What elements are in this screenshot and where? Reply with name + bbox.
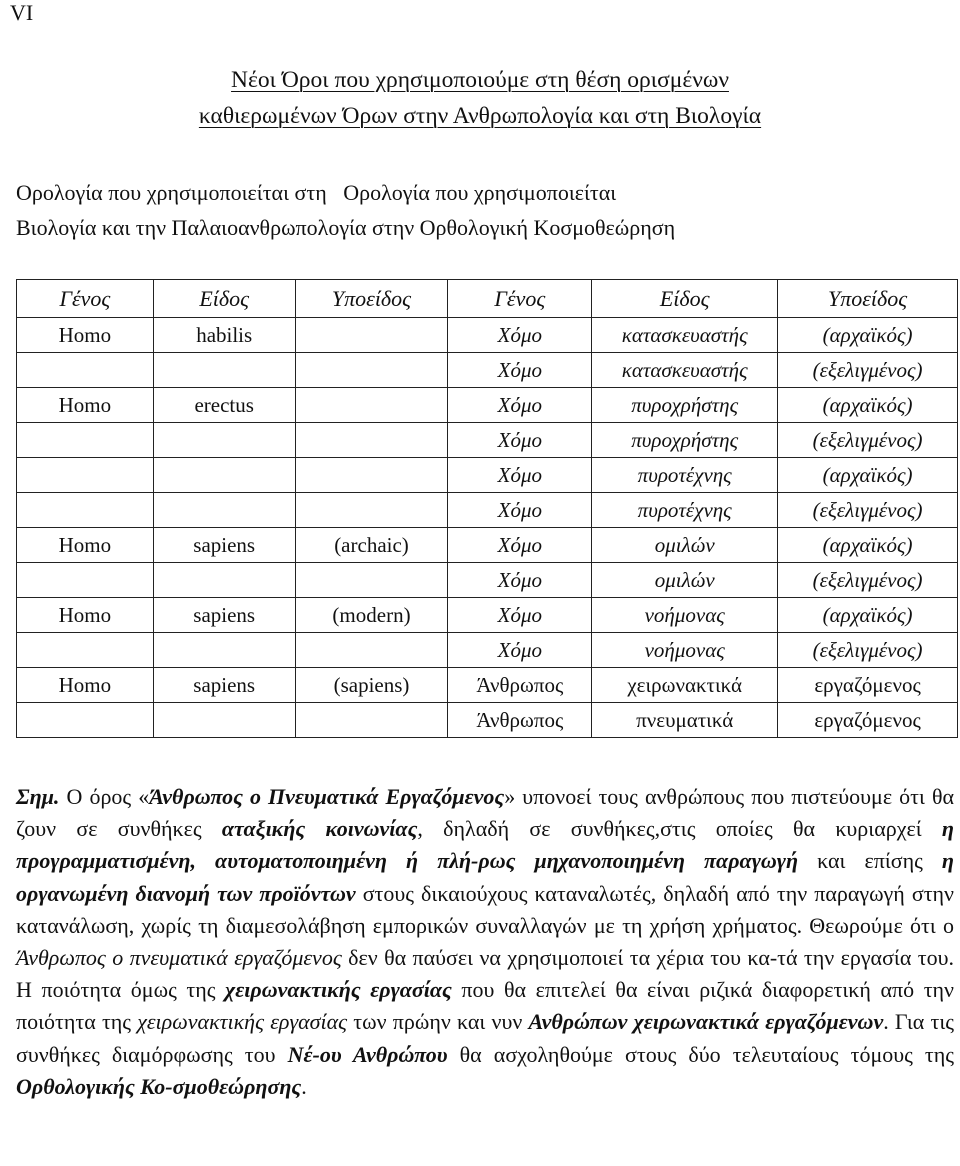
table-row (17, 563, 958, 598)
table-cell: sapiens (153, 528, 295, 563)
note-italic: χειρωνακτικής εργασίας (137, 1009, 348, 1035)
table-cell (153, 353, 295, 388)
table-cell: Homo (17, 598, 154, 633)
page-title (0, 62, 960, 134)
table-cell (295, 458, 448, 493)
table-cell: χειρωνακτικά (592, 668, 778, 703)
table-row (17, 458, 958, 493)
column-header: Υποείδος (295, 280, 448, 318)
table-cell: (εξελιγμένος) (778, 423, 958, 458)
table-cell: (αρχαϊκός) (778, 458, 958, 493)
table-cell: Homo (17, 528, 154, 563)
table-body (17, 318, 958, 738)
note-text: δεν θα παύσει να χρησιμοποιεί τα χέρια του κα-τά την εργασία του. Η ποιότητα όμως της (16, 945, 954, 1003)
note-text: και επίσης (798, 848, 942, 874)
table-cell: (εξελιγμένος) (778, 563, 958, 598)
subheading-line-2: Βιολογία και την Παλαιοανθρωπολογία στην Ορθολογική Κοσμοθεώρηση (16, 215, 676, 240)
note-emphasis: Άνθρωπος ο Πνευματικά Εργαζόμενος (149, 784, 505, 809)
note-text: θα ασχοληθούμε στους δύο τελευταίους τόμους της (447, 1041, 954, 1067)
table-cell: πυροτέχνης (592, 458, 778, 493)
table-cell (295, 493, 448, 528)
table-row (17, 318, 958, 353)
note-text: . (301, 1073, 307, 1099)
table-cell: Χόμο (448, 563, 592, 598)
table-cell: πνευματικά (592, 703, 778, 738)
table-cell: (archaic) (295, 528, 448, 563)
subheading-line-1: Ορολογία που χρησιμοποιείται στη Ορολογία που χρησιμοποιείται (16, 180, 617, 205)
note-emphasis: η προγραμματισμένη, αυτοματοποιημένη ή πλή-ρως μηχανοποιημένη παραγωγή (16, 816, 954, 874)
note-text: των πρώην και νυν (347, 1009, 529, 1035)
table-cell: νοήμονας (592, 633, 778, 668)
table-cell: Homo (17, 668, 154, 703)
table-cell: erectus (153, 388, 295, 423)
table-cell: sapiens (153, 668, 295, 703)
note-italic: Άνθρωπος ο πνευματικά εργαζόμενος (16, 945, 342, 971)
table-cell: Χόμο (448, 528, 592, 563)
column-header: Είδος (592, 280, 778, 318)
table-cell: (modern) (295, 598, 448, 633)
table-cell: (εξελιγμένος) (778, 633, 958, 668)
note-text: στους δικαιούχους καταναλωτές, δηλαδή από την παραγωγή στην κατανάλωση, χωρίς τη διαμεσολάβηση εμπορικών συναλλαγών με τη χρήση χρήματος. Θεωρούμε ότι ο (16, 880, 954, 938)
table-cell (153, 458, 295, 493)
table-cell: κατασκευαστής (592, 318, 778, 353)
note-emphasis: η οργανωμένη διανομή των προϊόντων (16, 848, 954, 906)
page-number: VI (10, 0, 34, 25)
table-cell: (εξελιγμένος) (778, 493, 958, 528)
table-row (17, 388, 958, 423)
table-cell: (αρχαϊκός) (778, 388, 958, 423)
table-cell (17, 353, 154, 388)
note-label: Σημ. (16, 784, 60, 809)
table-row (17, 353, 958, 388)
table-cell: Χόμο (448, 633, 592, 668)
table-cell: Χόμο (448, 388, 592, 423)
table-cell (153, 423, 295, 458)
table-cell: Homo (17, 318, 154, 353)
note-emphasis: Ανθρώπων χειρωνακτικά εργαζόμενων (528, 1009, 884, 1035)
column-header: Υποείδος (778, 280, 958, 318)
table-cell (17, 563, 154, 598)
title-line-2: καθιερωμένων Όρων στην Ανθρωπολογία και στη Βιολογία (198, 103, 762, 129)
table-cell: ομιλών (592, 563, 778, 598)
table-header-row (17, 280, 958, 318)
table-cell: (αρχαϊκός) (778, 528, 958, 563)
table-cell (153, 703, 295, 738)
note-text: . Για τις συνθήκες διαμόρφωσης του (16, 1009, 954, 1067)
table-cell: εργαζόμενος (778, 703, 958, 738)
column-header: Γένος (448, 280, 592, 318)
table-cell (153, 633, 295, 668)
note-emphasis: χειρωνακτικής εργασίας (225, 977, 452, 1003)
table-cell (295, 423, 448, 458)
table-cell: sapiens (153, 598, 295, 633)
note-text: Ο όρος « (59, 784, 150, 809)
title-line-1: Νέοι Όροι που χρησιμοποιούμε στη θέση ορισμένων (231, 67, 729, 93)
table-cell: (sapiens) (295, 668, 448, 703)
table-cell (17, 493, 154, 528)
column-header: Γένος (17, 280, 154, 318)
table-cell: Χόμο (448, 458, 592, 493)
table-cell: Χόμο (448, 318, 592, 353)
table-cell (17, 458, 154, 493)
table-cell: εργαζόμενος (778, 668, 958, 703)
table-row (17, 528, 958, 563)
column-subheading (16, 175, 675, 245)
table-row (17, 493, 958, 528)
table-row (17, 703, 958, 738)
table-cell: Χόμο (448, 493, 592, 528)
table-row (17, 423, 958, 458)
table-row (17, 668, 958, 703)
table-cell: Άνθρωπος (448, 703, 592, 738)
table-cell: πυροχρήστης (592, 388, 778, 423)
table-cell (17, 633, 154, 668)
footnote (16, 781, 954, 1103)
table-cell: Χόμο (448, 353, 592, 388)
terminology-table (16, 279, 958, 738)
table-row (17, 633, 958, 668)
table-cell: (εξελιγμένος) (778, 353, 958, 388)
table-cell: habilis (153, 318, 295, 353)
column-header: Είδος (153, 280, 295, 318)
table-cell (295, 633, 448, 668)
table-cell: Χόμο (448, 423, 592, 458)
table-cell (17, 423, 154, 458)
table-cell (295, 353, 448, 388)
table-cell: Homo (17, 388, 154, 423)
table-cell (295, 318, 448, 353)
table-cell (295, 703, 448, 738)
table-row (17, 598, 958, 633)
note-emphasis: Νέ-ου Ανθρώπου (287, 1041, 448, 1067)
note-text: , δηλαδή σε συνθήκες,στις οποίες θα κυριαρχεί (417, 816, 942, 842)
table-cell (153, 493, 295, 528)
table-cell (295, 388, 448, 423)
table-cell: (αρχαϊκός) (778, 318, 958, 353)
table-cell (153, 563, 295, 598)
note-text: » υπονοεί τους ανθρώπους που πιστεύουμε ότι θα ζουν σε συνθήκες (16, 784, 955, 842)
note-text: που θα επιτελεί θα είναι ριζικά διαφορετική από την ποιότητα της (16, 977, 954, 1035)
table-cell (17, 703, 154, 738)
table-cell: κατασκευαστής (592, 353, 778, 388)
table-cell: πυροτέχνης (592, 493, 778, 528)
table-cell: νοήμονας (592, 598, 778, 633)
table-cell: Χόμο (448, 598, 592, 633)
table-cell: πυροχρήστης (592, 423, 778, 458)
table-cell: (αρχαϊκός) (778, 598, 958, 633)
table-cell: ομιλών (592, 528, 778, 563)
table-cell (295, 563, 448, 598)
note-emphasis: Ορθολογικής Κο-σμοθεώρησης (16, 1073, 302, 1099)
table-cell: Άνθρωπος (448, 668, 592, 703)
note-emphasis: αταξικής κοινωνίας (221, 816, 418, 842)
